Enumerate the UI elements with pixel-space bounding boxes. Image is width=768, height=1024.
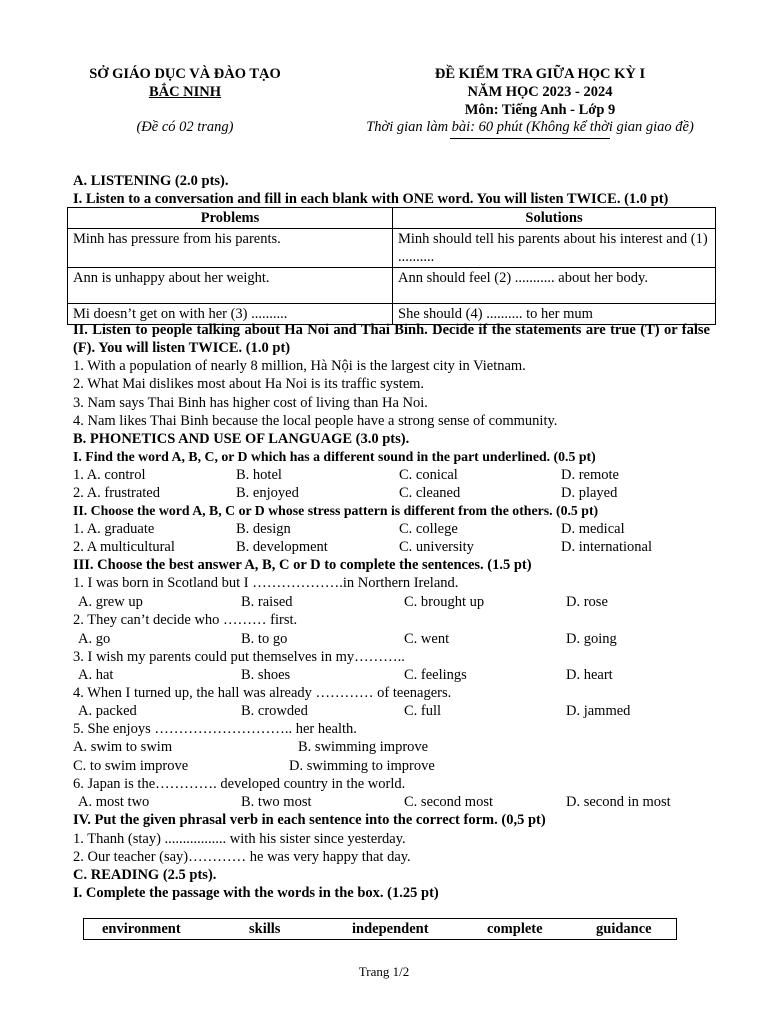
mcq-question-6: 6. Japan is the…………. developed country in the world. xyxy=(73,776,406,792)
option-b: B. crowded xyxy=(241,703,308,719)
option-a: A. go xyxy=(78,631,111,647)
option-b: B. development xyxy=(236,539,328,555)
table-header-solutions: Solutions xyxy=(393,208,716,229)
statement-1: 1. With a population of nearly 8 million, Hà Nội is the largest city in Vietnam. xyxy=(73,358,526,374)
option-c: C. conical xyxy=(399,467,458,483)
box-word: complete xyxy=(487,921,543,937)
option-d: D. second in most xyxy=(566,794,671,810)
option-a: A. hat xyxy=(78,667,114,683)
option-d: D. rose xyxy=(566,594,608,610)
option-a: 2. A multicultural xyxy=(73,539,175,555)
option-d: D. heart xyxy=(566,667,613,683)
option-c: C. to swim improve xyxy=(73,758,189,774)
statement-3: 3. Nam says Thai Binh has higher cost of living than Ha Noi. xyxy=(73,395,428,411)
option-d: D. remote xyxy=(561,467,619,483)
option-c: C. second most xyxy=(404,794,494,810)
table-cell: Minh should tell his parents about his interest and (1) .......... xyxy=(393,229,716,268)
mcq-question-3: 3. I wish my parents could put themselves in my……….. xyxy=(73,649,405,665)
option-b: B. enjoyed xyxy=(236,485,299,501)
option-d: D. international xyxy=(561,539,653,555)
table-cell: Mi doesn’t get on with her (3) .......... xyxy=(68,304,393,325)
table-cell: Ann should feel (2) ........... about her body. xyxy=(393,268,716,304)
option-a: 1. A. graduate xyxy=(73,521,155,537)
option-c: C. feelings xyxy=(404,667,467,683)
option-a: 2. A. frustrated xyxy=(73,485,160,501)
option-c: C. went xyxy=(404,631,450,647)
option-d: D. swimming to improve xyxy=(289,758,435,774)
mcq-question-4: 4. When I turned up, the hall was already ………… of teenagers. xyxy=(73,685,452,701)
option-a: A. grew up xyxy=(78,594,143,610)
table-cell: Ann is unhappy about her weight. xyxy=(68,268,393,304)
option-c: C. brought up xyxy=(404,594,485,610)
department-name: SỞ GIÁO DỤC VÀ ĐÀO TẠO xyxy=(89,66,281,82)
school-year: NĂM HỌC 2023 - 2024 xyxy=(467,84,613,100)
listening-table xyxy=(67,207,716,325)
option-b: B. to go xyxy=(241,631,288,647)
section-c-title: C. READING (2.5 pts). xyxy=(73,867,217,883)
table-cell: She should (4) .......... to her mum xyxy=(393,304,716,325)
option-a: A. most two xyxy=(78,794,150,810)
phonetics-part4-instruction: IV. Put the given phrasal verb in each sentence into the correct form. (0,5 pt) xyxy=(73,812,546,828)
option-a: 1. A. control xyxy=(73,467,146,483)
reading-part1-instruction: I. Complete the passage with the words in the box. (1.25 pt) xyxy=(73,885,439,901)
phonetics-part2-instruction: II. Choose the word A, B, C or D whose stress pattern is different from the others. (0.5 pt) xyxy=(73,503,599,518)
option-c: C. college xyxy=(399,521,458,537)
phonetics-part3-instruction: III. Choose the best answer A, B, C or D to complete the sentences. (1.5 pt) xyxy=(73,557,532,573)
statement-2: 2. What Mai dislikes most about Ha Noi is its traffic system. xyxy=(73,376,425,392)
table-cell: Minh has pressure from his parents. xyxy=(68,229,393,268)
option-b: B. hotel xyxy=(236,467,282,483)
subject: Môn: Tiếng Anh - Lớp 9 xyxy=(464,102,616,118)
option-b: B. shoes xyxy=(241,667,291,683)
province-name: BẮC NINH xyxy=(148,84,222,100)
page-number: Trang 1/2 xyxy=(358,964,410,979)
table-row xyxy=(68,268,716,304)
mcq-question-5: 5. She enjoys ……………………….. her health. xyxy=(73,721,357,737)
listening-part1-instruction: I. Listen to a conversation and fill in each blank with ONE word. You will listen TWICE. (1.0 pt) xyxy=(73,191,669,207)
table-row xyxy=(68,229,716,268)
mcq-question-2: 2. They can’t decide who ……… first. xyxy=(73,612,298,628)
option-a: A. swim to swim xyxy=(73,739,173,755)
page-count-note: (Đề có 02 trang) xyxy=(136,119,234,135)
option-c: C. full xyxy=(404,703,442,719)
statement-4: 4. Nam likes Thai Binh because the local people have a strong sense of community. xyxy=(73,413,558,429)
mcq-question-1: 1. I was born in Scotland but I ……………….in Northern Ireland. xyxy=(73,575,459,591)
time-note: Thời gian làm bài: 60 phút (Không kể thời gian giao đề) xyxy=(366,119,694,135)
box-word: guidance xyxy=(596,921,652,937)
box-word: independent xyxy=(352,921,429,937)
option-d: D. played xyxy=(561,485,618,501)
option-d: D. jammed xyxy=(566,703,631,719)
section-b-title: B. PHONETICS AND USE OF LANGUAGE (3.0 pts). xyxy=(73,431,410,447)
phrasal-question-2: 2. Our teacher (say)………… he was very happy that day. xyxy=(73,849,411,865)
word-box xyxy=(83,918,677,940)
box-word: skills xyxy=(249,921,281,937)
option-a: A. packed xyxy=(78,703,137,719)
option-c: C. cleaned xyxy=(399,485,461,501)
option-b: B. design xyxy=(236,521,291,537)
option-b: B. swimming improve xyxy=(298,739,429,755)
option-d: D. going xyxy=(566,631,617,647)
header-rule xyxy=(450,138,610,139)
option-b: B. raised xyxy=(241,594,293,610)
phrasal-question-1: 1. Thanh (stay) ................. with his sister since yesterday. xyxy=(73,831,406,847)
option-d: D. medical xyxy=(561,521,625,537)
listening-part2-instruction: II. Listen to people talking about Ha Noi and Thai Binh. Decide if the statements are true (T) or false (F). You will listen TWICE. (1.0 pt) xyxy=(73,322,710,356)
option-b: B. two most xyxy=(241,794,312,810)
table-header-problems: Problems xyxy=(68,208,393,229)
box-word: environment xyxy=(102,921,181,937)
phonetics-part1-instruction: I. Find the word A, B, C, or D which has a different sound in the part underlined. (0.5 pt) xyxy=(73,449,596,464)
section-a-title: A. LISTENING (2.0 pts). xyxy=(73,173,229,189)
exam-title: ĐỀ KIỂM TRA GIỮA HỌC KỲ I xyxy=(434,66,646,82)
option-c: C. university xyxy=(399,539,474,555)
